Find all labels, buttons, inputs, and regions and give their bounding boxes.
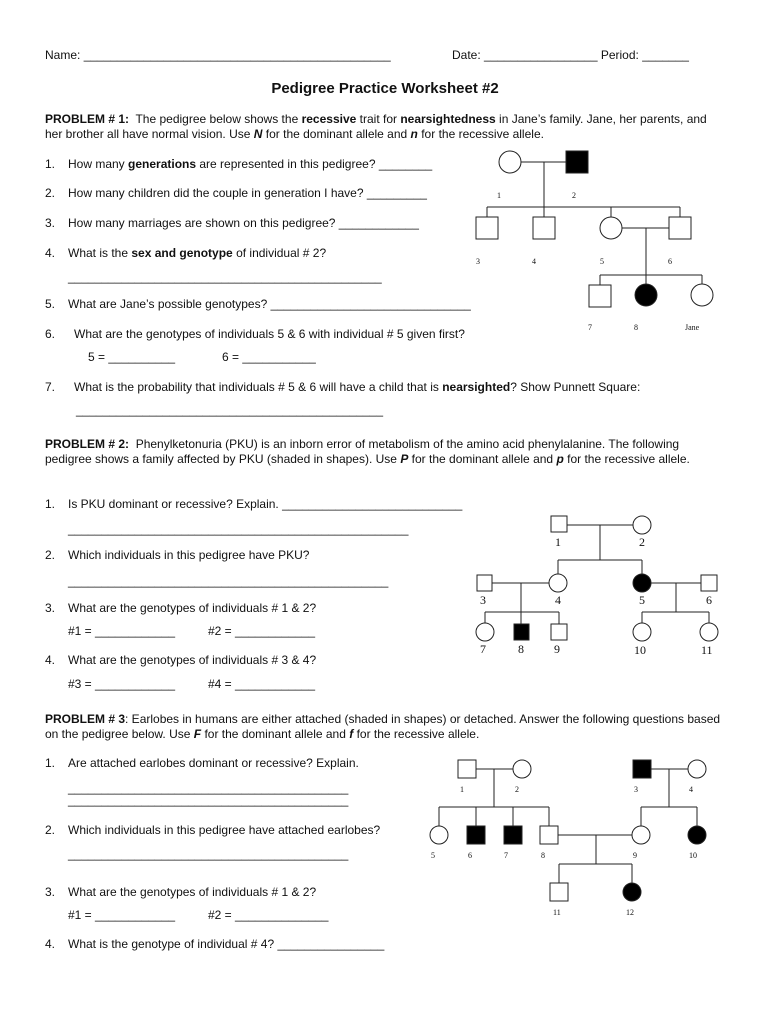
problem1-intro-bold: nearsightedness — [400, 112, 496, 126]
question-number: 2. — [45, 548, 56, 562]
female-unaffected — [513, 760, 531, 778]
problem1-intro-text: The pedigree below shows the — [135, 112, 302, 126]
male-affected — [633, 760, 651, 778]
male-affected — [467, 826, 485, 844]
question-text: Which individuals in this pedigree have attached earlobes? — [68, 823, 381, 837]
question-text: ? Show Punnett Square: — [510, 380, 641, 394]
pedigree-label: 7 — [480, 642, 486, 656]
question-number: 3. — [45, 601, 56, 615]
question-text: How many children did the couple in generation I have? _________ — [68, 186, 427, 200]
p3-q1-answer-blank-b[interactable]: __________________________________________ — [68, 793, 349, 807]
name-label: Name: — [45, 48, 81, 62]
p2-q4-answer-3[interactable]: #3 = ____________ — [68, 677, 176, 691]
problem1-heading: PROBLEM # 1: — [45, 112, 130, 126]
p3-q2-answer-blank[interactable]: __________________________________________ — [68, 847, 349, 861]
problem2-intro-text: for the recessive allele. — [563, 452, 690, 466]
problem1-intro-text: for the recessive allele. — [417, 127, 544, 141]
pedigree-label: 7 — [588, 323, 592, 332]
problem3-heading: PROBLEM # 3 — [45, 712, 126, 726]
date-blank[interactable]: _________________ — [484, 48, 598, 62]
pedigree-label: 12 — [626, 908, 634, 917]
question-text: How many — [68, 157, 129, 171]
pedigree-label: 4 — [555, 593, 561, 607]
problem2-heading: PROBLEM # 2: — [45, 437, 130, 451]
problem3-intro-allele: f — [349, 727, 354, 741]
pedigree-label: 8 — [518, 642, 524, 656]
problem3-intro-text: for the recessive allele. — [353, 727, 480, 741]
p1-q4-answer-blank[interactable]: _______________________________________________ — [68, 270, 382, 284]
question-text: What are the genotypes of individuals # 1 & 2? — [68, 885, 317, 899]
pedigree-label: 11 — [701, 643, 713, 657]
question-number: 4. — [45, 937, 56, 951]
question-number: 5. — [45, 297, 56, 311]
pedigree-label: 3 — [634, 785, 638, 794]
p1-q6-answer-5[interactable]: 5 = __________ — [88, 350, 176, 364]
pedigree-label: 3 — [480, 593, 486, 607]
problem3-intro-allele: F — [193, 727, 202, 741]
question-bold: nearsighted — [442, 380, 511, 394]
p2-q4-answer-4[interactable]: #4 = ____________ — [208, 677, 316, 691]
question-number: 3. — [45, 216, 56, 230]
question-text: of individual # 2? — [232, 246, 327, 260]
problem2-intro-text: for the dominant allele and — [408, 452, 557, 466]
pedigree-label: 7 — [504, 851, 508, 860]
problem1-intro-text: for the dominant allele and — [262, 127, 411, 141]
pedigree-label: 6 — [706, 593, 712, 607]
question-text: Which individuals in this pedigree have PKU? — [68, 548, 310, 562]
question-text: What is the probability that individuals # 5 & 6 will have a child that is — [74, 380, 443, 394]
question-text: Is PKU dominant or recessive? Explain. ___________________________ — [68, 497, 463, 511]
question-text: Are attached earlobes dominant or recessive? Explain. — [68, 756, 359, 770]
question-number: 1. — [45, 157, 56, 171]
pedigree-label: 10 — [634, 643, 646, 657]
question-text: What are the genotypes of individuals # 1 & 2? — [68, 601, 317, 615]
problem3-intro-text: for the dominant allele and — [201, 727, 350, 741]
pedigree-label: 8 — [541, 851, 545, 860]
pedigree-label: 1 — [497, 191, 501, 200]
problem1-intro-allele: n — [410, 127, 418, 141]
problem2-intro-allele: p — [556, 452, 564, 466]
date-label: Date: — [452, 48, 481, 62]
pedigree-label: 2 — [515, 785, 519, 794]
pedigree-label: 5 — [431, 851, 435, 860]
p2-q3-answer-2[interactable]: #2 = ____________ — [208, 624, 316, 638]
question-number: 2. — [45, 186, 56, 200]
question-text: What are the genotypes of individuals # 3 & 4? — [68, 653, 317, 667]
question-number: 4. — [45, 246, 56, 260]
pedigree-label: Jane — [685, 323, 700, 332]
question-text: What is the — [68, 246, 132, 260]
pedigree-label: 11 — [553, 908, 561, 917]
male-affected — [504, 826, 522, 844]
p1-q7-answer-blank[interactable]: ______________________________________________ — [76, 403, 383, 417]
question-number: 6. — [45, 327, 56, 341]
problem2-intro-allele: P — [400, 452, 409, 466]
female-unaffected — [430, 826, 448, 844]
problem1-intro-bold: recessive — [301, 112, 357, 126]
question-number: 3. — [45, 885, 56, 899]
question-text: What is the genotype of individual # 4? ________________ — [68, 937, 385, 951]
question-number: 4. — [45, 653, 56, 667]
problem3-intro-text: : Earlobes in humans are either attached (shaded in shapes) or detached. Answer the following questions based on the pedigree below. Use — [45, 712, 721, 741]
male-unaffected — [540, 826, 558, 844]
problem1-intro-allele: N — [253, 127, 263, 141]
p1-q6-answer-6[interactable]: 6 = ___________ — [222, 350, 316, 364]
question-text: How many marriages are shown on this pedigree? ____________ — [68, 216, 419, 230]
pedigree-label: 6 — [468, 851, 472, 860]
pedigree-label: 6 — [668, 257, 672, 266]
pedigree-label: 9 — [554, 642, 560, 656]
question-bold: sex and genotype — [131, 246, 233, 260]
p3-q3-answer-1[interactable]: #1 = ____________ — [68, 908, 176, 922]
male-unaffected — [550, 883, 568, 901]
p2-q2-answer-blank[interactable]: ________________________________________________ — [68, 574, 389, 588]
problem2-intro-text: Phenylketonuria (PKU) is an inborn error of metabolism of the amino acid phenylalanine. The following pedigree shows a family affected by PKU (shaded in shapes). Use — [45, 437, 680, 466]
pedigree-label: 10 — [689, 851, 697, 860]
question-text: are represented in this pedigree? ________ — [196, 157, 433, 171]
male-unaffected — [458, 760, 476, 778]
pedigree-label: 2 — [572, 191, 576, 200]
problem1-intro-text: in Jane’s family. Jane, her parents, and her brother all have normal vision. Use — [45, 112, 707, 141]
p2-q3-answer-1[interactable]: #1 = ____________ — [68, 624, 176, 638]
female-affected — [623, 883, 641, 901]
pedigree-label: 5 — [600, 257, 604, 266]
worksheet-title: Pedigree Practice Worksheet #2 — [271, 80, 499, 97]
question-text: What are Jane’s possible genotypes? ______________________________ — [68, 297, 471, 311]
female-unaffected — [688, 760, 706, 778]
question-number: 7. — [45, 380, 56, 394]
p2-q1-answer-blank[interactable]: ___________________________________________________ — [68, 522, 409, 536]
pedigree-label: 1 — [555, 535, 561, 549]
female-affected — [688, 826, 706, 844]
pedigree-label: 3 — [476, 257, 480, 266]
p3-q1-answer-blank-a[interactable]: __________________________________________ — [68, 781, 349, 795]
question-number: 2. — [45, 823, 56, 837]
pedigree-label: 9 — [633, 851, 637, 860]
female-unaffected — [632, 826, 650, 844]
pedigree-label: 5 — [639, 593, 645, 607]
question-bold: generations — [128, 157, 197, 171]
pedigree-label: 4 — [689, 785, 693, 794]
period-blank[interactable]: _______ — [642, 48, 689, 62]
pedigree-label: 2 — [639, 535, 645, 549]
question-number: 1. — [45, 756, 56, 770]
name-blank[interactable]: ______________________________________________ — [83, 48, 391, 62]
question-number: 1. — [45, 497, 56, 511]
question-text: What are the genotypes of individuals 5 & 6 with individual # 5 given first? — [74, 327, 465, 341]
problem1-intro-text: trait for — [356, 112, 401, 126]
period-label: Period: — [600, 48, 639, 62]
pedigree-label: 1 — [460, 785, 464, 794]
pedigree-label: 4 — [532, 257, 536, 266]
pedigree-label: 8 — [634, 323, 638, 332]
p3-q3-answer-2[interactable]: #2 = ______________ — [208, 908, 329, 922]
